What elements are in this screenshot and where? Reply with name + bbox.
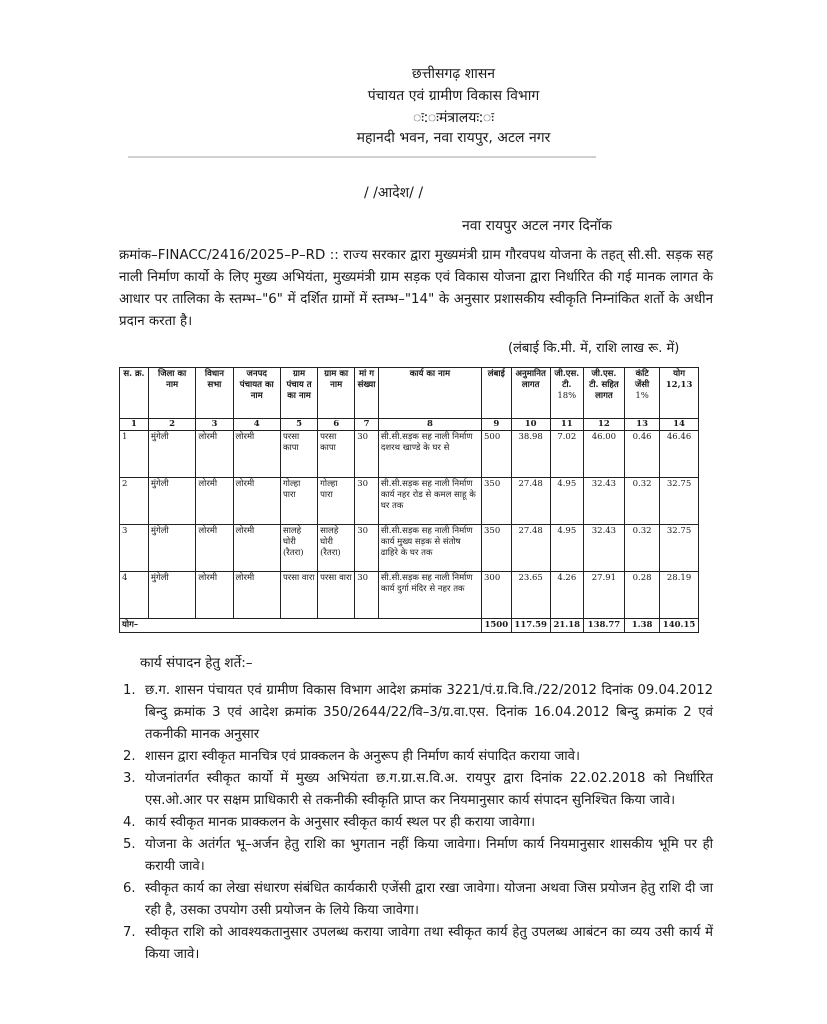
office-address: महानदी भवन, नवा रायपुर, अटल नगर bbox=[356, 130, 551, 146]
cell-length: 350 bbox=[482, 525, 512, 572]
cell-sum: 32.75 bbox=[660, 478, 699, 525]
cell-estimated-cost: 27.48 bbox=[511, 478, 550, 525]
header-gram-panchayat: ग्राम पंचाय त का नाम bbox=[280, 368, 317, 419]
cell-district: मुंगेली bbox=[148, 431, 195, 478]
total-sum: 140.15 bbox=[660, 619, 699, 633]
cell-janpad: लोरमी bbox=[233, 478, 280, 525]
cell-gram-panchayat: परसा वारा bbox=[280, 572, 317, 619]
condition-item bbox=[119, 834, 713, 878]
condition-text: स्वीकृत राशि को आवश्यकतानुसार उपलब्ध कराया जावेगा तथा स्वीकृत कार्य हेतु उपलब्ध आबंटन का व्यय उसी कार्य में किया जावे। bbox=[145, 925, 713, 962]
cell-contingency: 0.28 bbox=[625, 572, 660, 619]
total-row bbox=[120, 619, 699, 633]
cell-gst: 4.26 bbox=[550, 572, 583, 619]
col-number: 3 bbox=[196, 419, 233, 431]
col-number: 7 bbox=[355, 419, 379, 431]
condition-item bbox=[119, 922, 713, 966]
cell-length: 350 bbox=[482, 478, 512, 525]
condition-number: 3. bbox=[123, 771, 136, 786]
col-number: 2 bbox=[148, 419, 195, 431]
condition-text: कार्य स्वीकृत मानक प्राक्कलन के अनुसार स्वीकृत कार्य स्थल पर ही कराया जावेगा। bbox=[145, 815, 536, 830]
condition-text: स्वीकृत कार्य का लेखा संधारण संबंधित कार्यकारी एजेंसी द्वारा रखा जावेगा। योजना अथवा जिस प्रयोजन हेतु राशि दी जा रही है, उसका उपयोग उसी प्रयोजन के लिये किया जावेगा। bbox=[145, 881, 713, 918]
col-number: 5 bbox=[280, 419, 317, 431]
cell-district: मुंगेली bbox=[148, 525, 195, 572]
cell-gst: 7.02 bbox=[550, 431, 583, 478]
header-assembly: विधान सभा bbox=[196, 368, 233, 419]
order-intro: क्रमांक–FINACC/2416/2025–P–RD :: राज्य सरकार द्वारा मुख्यमंत्री ग्राम गौरवपथ योजना के तहत् सी.सी. सड़क सह नाली निर्माण कार्यो के लिए मुख्य अभियंता, मुख्यमंत्री ग्राम सड़क एवं विकास योजना द्वारा निर्धारित की गई मानक लागत के आधार पर तालिका के स्तम्भ–"6" में दर्शित ग्रामों में स्तम्भ–"14" के अनुसार प्रशासकीय स्वीकृति निम्नांकित शर्तो के अधीन प्रदान करता है। bbox=[119, 248, 713, 329]
cell-cost-with-gst: 46.00 bbox=[583, 431, 624, 478]
condition-item bbox=[119, 746, 713, 768]
header-cost-with-gst: जी.एस. टी. सहित लागत bbox=[583, 368, 624, 419]
department-name: पंचायत एवं ग्रामीण विकास विभाग bbox=[367, 88, 540, 104]
condition-number: 7. bbox=[123, 925, 136, 940]
header-village: ग्राम का नाम bbox=[318, 368, 355, 419]
header-work-name: कार्य का नाम bbox=[378, 368, 481, 419]
cell-work-name: सी.सी.सड़क सह नाली निर्माण कार्य नहर रोड से कमल साहू के घर तक bbox=[378, 478, 481, 525]
cell-work-name: सी.सी.सड़क सह नाली निर्माण कार्य मुख्य सड़क से संतोष ढाहिरे के घर तक bbox=[378, 525, 481, 572]
total-contingency: 1.38 bbox=[625, 619, 660, 633]
cell-estimated-cost: 23.65 bbox=[511, 572, 550, 619]
table-row bbox=[120, 572, 699, 619]
cell-estimated-cost: 38.98 bbox=[511, 431, 550, 478]
contingency-rate: 1% bbox=[635, 391, 649, 401]
cell-cost-with-gst: 32.43 bbox=[583, 525, 624, 572]
cell-cost-with-gst: 32.43 bbox=[583, 478, 624, 525]
total-cost-with-gst: 138.77 bbox=[583, 619, 624, 633]
cell-gst: 4.95 bbox=[550, 478, 583, 525]
cell-sum: 32.75 bbox=[660, 525, 699, 572]
condition-text: छ.ग. शासन पंचायत एवं ग्रामीण विकास विभाग आदेश क्रमांक 3221/पं.ग्र.वि.वि./22/2012 दिनांक 09.04.2012 बिन्दु क्रमांक 3 एवं आदेश क्रमांक 350/2644/22/वि–3/ग्र.वा.एस. दिनांक 16.04.2012 बिन्दु क्रमांक 2 एवं तकनीकी मानक अनुसार bbox=[145, 683, 713, 742]
condition-text: योजनांतर्गत स्वीकृत कार्यो में मुख्य अभियंता छ.ग.ग्रा.स.वि.अ. रायपुर द्वारा दिनांक 22.02.2018 को निर्धारित एस.ओ.आर पर सक्षम प्राधिकारी से तकनीकी स्वीकृति प्राप्त कर नियमानुसार कार्य संपादन सुनिश्चित किया जावे। bbox=[145, 771, 713, 808]
condition-number: 1. bbox=[123, 683, 136, 698]
cell-sno: 2 bbox=[120, 478, 149, 525]
header-janpad: जनपद पंचायत का नाम bbox=[233, 368, 280, 419]
condition-text: योजना के अतंर्गत भू–अर्जन हेतु राशि का भुगतान नहीं किया जावेगा। निर्माण कार्य नियमानुसार शासकीय भूमि पर ही करायी जावे। bbox=[145, 837, 713, 874]
total-label: योग– bbox=[120, 619, 482, 633]
col-number: 13 bbox=[625, 419, 660, 431]
cell-district: मुंगेली bbox=[148, 478, 195, 525]
condition-item bbox=[119, 768, 713, 812]
cell-assembly: लोरमी bbox=[196, 572, 233, 619]
header-gst bbox=[550, 368, 583, 419]
table-header-row bbox=[120, 368, 699, 419]
condition-item bbox=[119, 812, 713, 834]
col-number: 4 bbox=[233, 419, 280, 431]
cell-janpad: लोरमी bbox=[233, 525, 280, 572]
cell-village: परसा कापा bbox=[318, 431, 355, 478]
header-gst-label: जी.एस. टी. bbox=[554, 369, 580, 390]
cell-sum: 46.46 bbox=[660, 431, 699, 478]
table-row bbox=[120, 431, 699, 478]
cell-demand-no: 30 bbox=[355, 478, 379, 525]
cell-janpad: लोरमी bbox=[233, 572, 280, 619]
cell-district: मुंगेली bbox=[148, 572, 195, 619]
col-number: 6 bbox=[318, 419, 355, 431]
cell-janpad: लोरमी bbox=[233, 431, 280, 478]
header-demand-no: मां ग संख्या bbox=[355, 368, 379, 419]
table-row bbox=[120, 478, 699, 525]
cell-sum: 28.19 bbox=[660, 572, 699, 619]
table-row bbox=[120, 525, 699, 572]
cell-village: सालहे घोरी (रैतरा) bbox=[318, 525, 355, 572]
units-note: (लंबाई कि.मी. में, राशि लाख रू. में) bbox=[508, 341, 680, 356]
total-gst: 21.18 bbox=[550, 619, 583, 633]
cell-demand-no: 30 bbox=[355, 572, 379, 619]
cell-contingency: 0.32 bbox=[625, 525, 660, 572]
condition-number: 2. bbox=[123, 749, 136, 764]
cell-demand-no: 30 bbox=[355, 525, 379, 572]
cell-sno: 3 bbox=[120, 525, 149, 572]
header-length: लंबाई bbox=[482, 368, 512, 419]
condition-item bbox=[119, 680, 713, 746]
cell-gram-panchayat: परसा कापा bbox=[280, 431, 317, 478]
conditions-heading: कार्य संपादन हेतु शर्ते:– bbox=[140, 655, 253, 671]
cell-sno: 1 bbox=[120, 431, 149, 478]
condition-text: शासन द्वारा स्वीकृत मानचित्र एवं प्राक्कलन के अनुरूप ही निर्माण कार्य संपादित कराया जावे। bbox=[145, 749, 580, 764]
col-number: 14 bbox=[660, 419, 699, 431]
conditions-list bbox=[119, 680, 713, 966]
cell-demand-no: 30 bbox=[355, 431, 379, 478]
column-number-row bbox=[120, 419, 699, 431]
cell-contingency: 0.46 bbox=[625, 431, 660, 478]
header-contingency-label: कंटि जेंसी bbox=[634, 369, 650, 390]
cell-village: गोल्हा पारा bbox=[318, 478, 355, 525]
cell-length: 500 bbox=[482, 431, 512, 478]
col-number: 10 bbox=[511, 419, 550, 431]
col-number: 9 bbox=[482, 419, 512, 431]
total-length: 1500 bbox=[482, 619, 512, 633]
col-number: 12 bbox=[583, 419, 624, 431]
city-date: नवा रायपुर अटल नगर दिनॉक bbox=[462, 218, 612, 234]
cell-gst: 4.95 bbox=[550, 525, 583, 572]
cell-estimated-cost: 27.48 bbox=[511, 525, 550, 572]
condition-number: 6. bbox=[123, 881, 136, 896]
cell-work-name: सी.सी.सड़क सह नाली निर्माण कार्य दुर्गा मंदिर से नहर तक bbox=[378, 572, 481, 619]
gst-rate: 18% bbox=[557, 391, 577, 401]
government-name: छत्तीसगढ़ शासन bbox=[411, 66, 496, 82]
ministry-name: ः:ःमंत्रालयः:ः bbox=[412, 110, 495, 126]
col-number: 11 bbox=[550, 419, 583, 431]
header-district: जिला का नाम bbox=[148, 368, 195, 419]
cell-assembly: लोरमी bbox=[196, 478, 233, 525]
header-sum: योग 12,13 bbox=[660, 368, 699, 419]
total-estimated-cost: 117.59 bbox=[511, 619, 550, 633]
cell-gram-panchayat: सालहे घोरी (रैतरा) bbox=[280, 525, 317, 572]
condition-item bbox=[119, 878, 713, 922]
header-divider bbox=[128, 156, 596, 158]
col-number: 1 bbox=[120, 419, 149, 431]
header-estimated-cost: अनुमानित लागत bbox=[511, 368, 550, 419]
header-sno: स. क्र. bbox=[120, 368, 149, 419]
cell-assembly: लोरमी bbox=[196, 431, 233, 478]
cell-village: परसा वारा bbox=[318, 572, 355, 619]
condition-number: 4. bbox=[123, 815, 136, 830]
cell-assembly: लोरमी bbox=[196, 525, 233, 572]
condition-number: 5. bbox=[123, 837, 136, 852]
header-contingency bbox=[625, 368, 660, 419]
cell-work-name: सी.सी.सड़क सह नाली निर्माण दशरथ खाण्डे के घर से bbox=[378, 431, 481, 478]
cell-contingency: 0.32 bbox=[625, 478, 660, 525]
cell-cost-with-gst: 27.91 bbox=[583, 572, 624, 619]
cell-sno: 4 bbox=[120, 572, 149, 619]
order-title: / /आदेश/ / bbox=[364, 185, 424, 201]
cell-gram-panchayat: गोल्हा पारा bbox=[280, 478, 317, 525]
cell-length: 300 bbox=[482, 572, 512, 619]
col-number: 8 bbox=[378, 419, 481, 431]
work-table bbox=[119, 367, 699, 633]
